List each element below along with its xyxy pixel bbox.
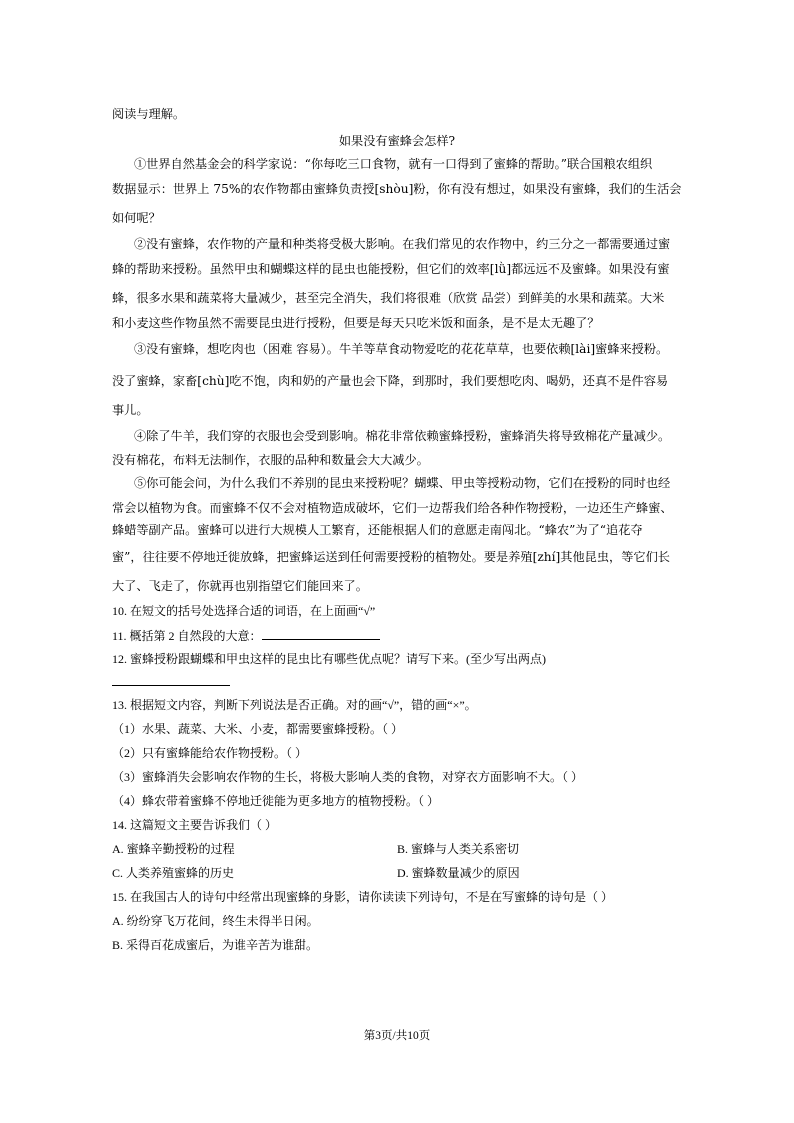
- question-10: 10. 在短文的括号处选择合适的词语，在上面画“√”: [112, 604, 376, 618]
- passage-title: 如果没有蜜蜂会怎样?: [338, 134, 456, 148]
- passage-line: 没有棉花，布料无法制作，衣服的品种和数量会大大减少。: [112, 453, 429, 467]
- question-13: 13. 根据短文内容，判断下列说法是否正确。对的画“√”，错的画“×”。: [112, 698, 477, 712]
- q13-item: （4）蜂农带着蜜蜂不停地迁徙能为更多地方的植物授粉。（ ）: [112, 794, 440, 808]
- page-footer: 第3页/共10页: [363, 1030, 431, 1042]
- q13-item: （2）只有蜜蜂能给农作物授粉。（ ）: [112, 746, 308, 760]
- passage-line: 大了、飞走了，你就再也别指望它们能回来了。: [112, 579, 368, 593]
- question-11-text: 11. 概括第 2 自然段的大意：: [112, 629, 262, 643]
- passage-line: 蜜”，往往要不停地迁徙放蜂，把蜜蜂运送到任何需要授粉的植物处。要是养殖[zhí]其他昆虫，等它们长: [112, 550, 670, 564]
- question-12: 12. 蜜蜂授粉跟蝴蝶和甲虫这样的昆虫比有哪些优点呢？请写下来。(至少写出两点): [112, 652, 546, 666]
- q13-item: （3）蜜蜂消失会影响农作物的生长，将极大影响人类的食物，对穿衣方面影响不大。（ ）: [112, 770, 584, 784]
- q14-option-a[interactable]: A. 蜜蜂辛勤授粉的过程: [112, 842, 235, 856]
- passage-line: ⑤你可能会问，为什么我们不养别的昆虫来授粉呢？蝴蝶、甲虫等授粉动物，它们在授粉的同时也经: [134, 476, 671, 490]
- question-15: 15. 在我国古人的诗句中经常出现蜜蜂的身影，请你读读下列诗句，不是在写蜜蜂的诗句是（ ）: [112, 890, 614, 904]
- q14-option-d[interactable]: D. 蜜蜂数量减少的原因: [397, 866, 520, 880]
- passage-line: 数据显示：世界上 75%的农作物都由蜜蜂负责授[shòu]粉，你有没有想过，如果没有蜜蜂，我们的生活会: [112, 182, 682, 196]
- passage-line: 蜂，很多水果和蔬菜将大量减少，甚至完全消失，我们将很难（欣赏 品尝）到鲜美的水果和蔬菜。大米: [112, 291, 665, 305]
- q14-option-b[interactable]: B. 蜜蜂与人类关系密切: [397, 842, 520, 856]
- passage-line: ④除了牛羊，我们穿的衣服也会受到影响。棉花非常依赖蜜蜂授粉，蜜蜂消失将导致棉花产量减少。: [134, 429, 671, 443]
- answer-blank-11[interactable]: [262, 627, 380, 640]
- passage-line: 和小麦这些作物虽然不需要昆虫进行授粉，但要是每天只吃米饭和面条，是不是太无趣了？: [112, 316, 600, 330]
- answer-blank-12[interactable]: [112, 685, 230, 686]
- passage-line: ③没有蜜蜂，想吃肉也（困难 容易）。牛羊等草食动物爱吃的花花草草，也要依赖[lài]蜜蜂来授粉。: [134, 342, 669, 356]
- question-11: [112, 627, 380, 644]
- passage-line: 蜂的帮助来授粉。虽然甲虫和蝴蝶这样的昆虫也能授粉，但它们的效率[lǜ]都远远不及蜜蜂。如果没有蜜: [112, 262, 670, 276]
- passage-line: 蜂蜡等副产品。蜜蜂可以进行大规模人工繁育，还能根据人们的意愿走南闯北。“蜂农”为了“追花夺: [112, 523, 643, 537]
- q14-option-c[interactable]: C. 人类养殖蜜蜂的历史: [112, 866, 235, 880]
- passage-line: ①世界自然基金会的科学家说：“你每吃三口食物，就有一口得到了蜜蜂的帮助。”联合国粮农组织: [134, 157, 653, 171]
- passage-line: 常会以植物为食。而蜜蜂不仅不会对植物造成破坏，它们一边帮我们给各种作物授粉，一边还生产蜂蜜、: [112, 501, 673, 515]
- passage-line: 没了蜜蜂，家畜[chù]吃不饱，肉和奶的产量也会下降，到那时，我们要想吃肉、喝奶，还真不是件容易: [112, 374, 669, 388]
- question-14: 14. 这篇短文主要告诉我们（ ）: [112, 818, 278, 832]
- q15-option-b[interactable]: B. 采得百花成蜜后，为谁辛苦为谁甜。: [112, 938, 319, 952]
- q15-option-a[interactable]: A. 纷纷穿飞万花间，终生未得半日闲。: [112, 914, 319, 928]
- passage-line: ②没有蜜蜂，农作物的产量和种类将受极大影响。在我们常见的农作物中，约三分之一都需要通过蜜: [134, 237, 671, 251]
- section-title: 阅读与理解。: [112, 107, 186, 121]
- passage-line: 事儿。: [112, 403, 149, 417]
- q13-item: （1）水果、蔬菜、大米、小麦，都需要蜜蜂授粉。（ ）: [112, 722, 404, 736]
- passage-line: 如何呢？: [112, 211, 161, 225]
